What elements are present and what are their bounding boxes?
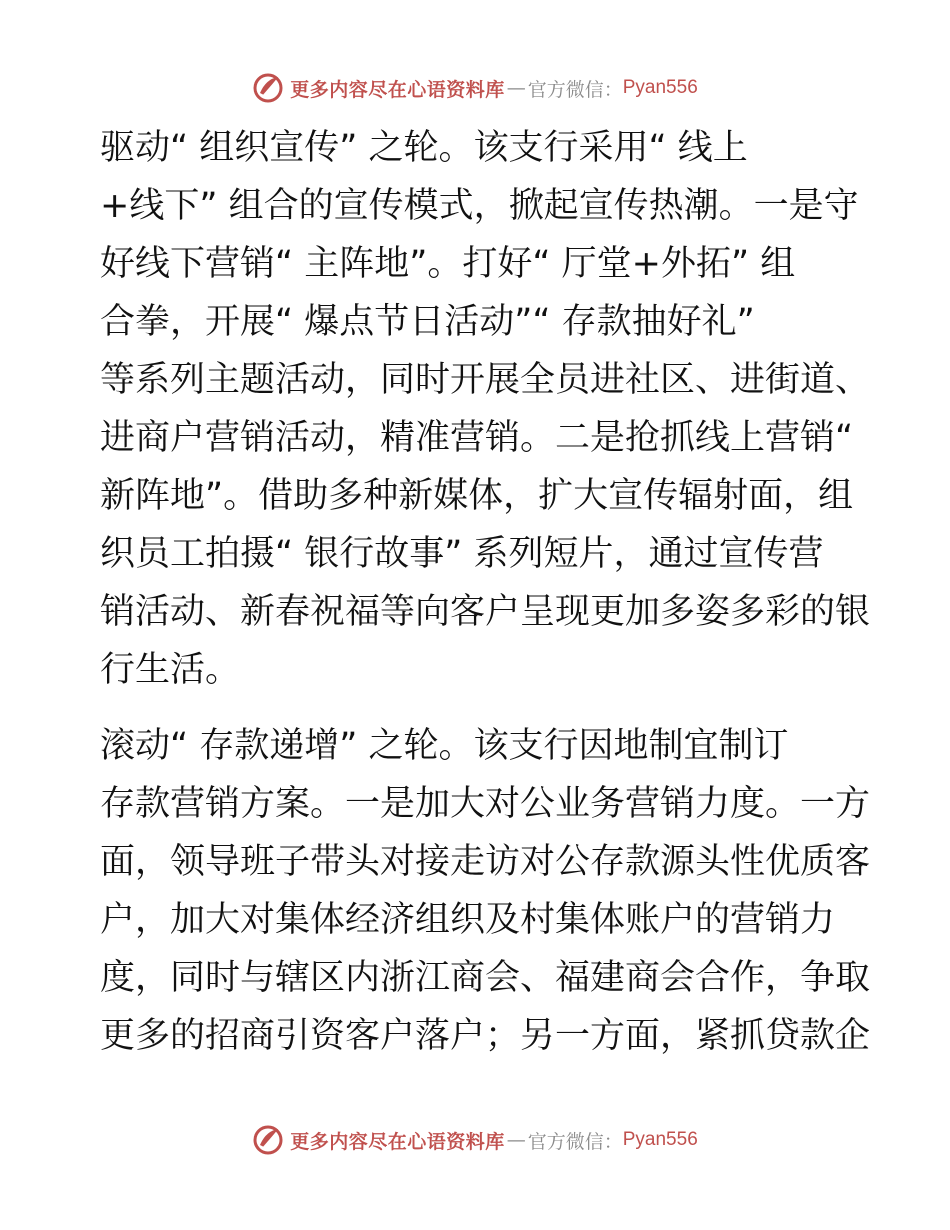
brand-logo-icon <box>252 1123 286 1157</box>
banner-wechat-label: 官方微信： <box>527 78 623 101</box>
text-line: 面，领导班子带头对接走访对公存款源头性优质客 <box>100 842 871 882</box>
text-line: 滚动“ 存款递增” 之轮。该支行因地制宜制订 <box>100 726 789 766</box>
brand-logo-icon <box>252 71 286 105</box>
banner-brand-text: 更多内容尽在心语资料库 <box>290 1130 505 1153</box>
banner-wechat-id: Pyan556 <box>622 1129 698 1150</box>
text-line: +线下” 组合的宣传模式，掀起宣传热潮。一是守 <box>100 186 859 226</box>
text-line: 进商户营销活动，精准营销。二是抢抓线上营销“ <box>100 418 854 458</box>
text-line: 销活动、新春祝福等向客户呈现更加多姿多彩的银 <box>100 592 871 632</box>
text-line: 更多的招商引资客户落户；另一方面，紧抓贷款企 <box>100 1016 871 1056</box>
banner-wechat-id: Pyan556 <box>622 77 698 98</box>
text-line: 驱动“ 组织宣传” 之轮。该支行采用“ 线上 <box>100 128 748 168</box>
banner-wechat-label: 官方微信： <box>527 1130 623 1153</box>
banner-separator: — <box>506 1129 526 1151</box>
text-line: 户，加大对集体经济组织及村集体账户的营销力 <box>100 900 836 940</box>
text-line: 合拳，开展“ 爆点节日活动”“ 存款抽好礼” <box>100 302 755 342</box>
text-line: 等系列主题活动，同时开展全员进社区、进街道、 <box>100 360 871 400</box>
banner-separator: — <box>506 77 526 99</box>
text-line: 织员工拍摄“ 银行故事” 系列短片，通过宣传营 <box>100 534 824 574</box>
text-line: 度，同时与辖区内浙江商会、福建商会合作，争取 <box>100 958 871 998</box>
text-line: 好线下营销“ 主阵地”。打好“ 厅堂+外拓” 组 <box>100 244 796 284</box>
text-line: 新阵地”。借助多种新媒体，扩大宣传辐射面，组 <box>100 476 854 516</box>
text-line: 行生活。 <box>100 650 241 690</box>
text-line: 存款营销方案。一是加大对公业务营销力度。一方 <box>100 784 871 824</box>
banner-brand-text: 更多内容尽在心语资料库 <box>290 78 505 101</box>
footer-banner <box>0 1120 950 1160</box>
header-banner <box>0 68 950 108</box>
